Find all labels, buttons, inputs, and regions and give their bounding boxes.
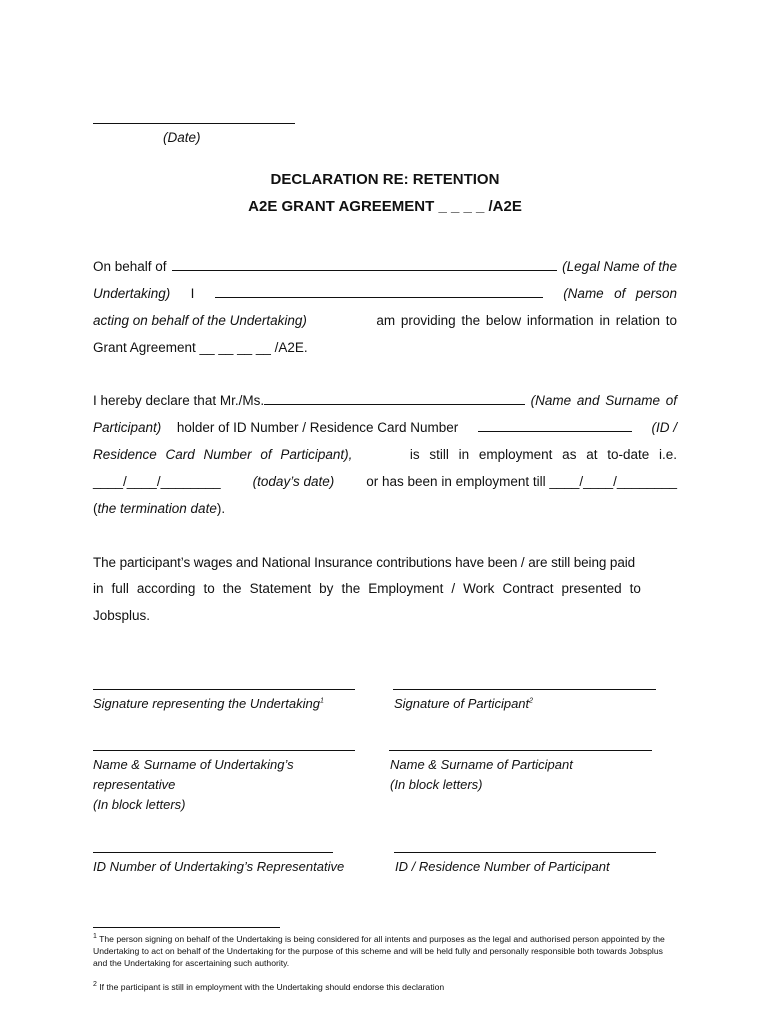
sig-undertaking-label	[93, 696, 324, 711]
id-number-blank[interactable]	[478, 420, 632, 432]
name-hint-1: (Name	[563, 286, 604, 301]
para3-line2	[93, 581, 677, 596]
declare-label: I hereby declare that Mr./Ms.	[93, 393, 265, 408]
legal-name-blank[interactable]	[172, 259, 558, 271]
para1-line2	[93, 286, 677, 301]
sig-undertaking-line[interactable]	[93, 689, 355, 690]
name-hint-2: of	[614, 286, 626, 301]
paren-close: ).	[216, 501, 226, 516]
name-part-label-1: Name & Surname of Participant	[390, 757, 573, 772]
para3-line3: Jobsplus.	[93, 608, 151, 623]
footnote-2-text: If the participant is still in employment with the Undertaking should endorse this declaration	[99, 982, 445, 992]
page-title: DECLARATION RE: RETENTION	[270, 171, 500, 188]
id-part-label: ID / Residence Number of Participant	[395, 859, 610, 874]
name-rep-label-1: Name & Surname of Undertaking’s	[93, 757, 294, 772]
page-subtitle: A2E GRANT AGREEMENT _ _ _ _ /A2E	[248, 198, 522, 215]
id-rep-label: ID Number of Undertaking’s Representative	[93, 859, 345, 874]
name-surname-hint: (Name and Surname of	[530, 393, 677, 408]
id-number-label: holder of ID Number / Residence Card Number	[176, 420, 459, 435]
id-part-line[interactable]	[394, 852, 656, 853]
para2-line2	[93, 420, 677, 435]
footnote-ref-1: 1	[319, 697, 324, 705]
name-part-label-2: (In block letters)	[390, 777, 483, 792]
legal-name-hint: (Legal Name of the	[562, 259, 677, 274]
date-line	[93, 123, 295, 124]
footnote-ref-2: 2	[529, 697, 534, 705]
para2-line3	[93, 447, 677, 462]
date-label: (Date)	[163, 130, 201, 145]
pronoun-i: I	[190, 286, 195, 301]
residence-card-hint: Residence Card Number of Participant),	[93, 447, 353, 462]
para2-line3-text: is still in employment as at to-date i.e.	[409, 447, 677, 462]
footnote-divider	[93, 927, 280, 928]
sig-participant-text: Signature of Participant	[394, 696, 530, 711]
person-name-blank[interactable]	[215, 286, 543, 298]
name-part-line[interactable]	[389, 750, 652, 751]
name-rep-line[interactable]	[93, 750, 355, 751]
footnote-1	[93, 933, 678, 969]
id-hint: (ID /	[651, 420, 677, 435]
para2-line5	[93, 501, 225, 516]
today-date-hint: (today’s date)	[252, 474, 335, 489]
sig-undertaking-text: Signature representing the Undertaking	[93, 696, 320, 711]
paren-open: (	[93, 501, 98, 516]
para3-line2-text: in full according to the Statement by the Employment / Work Contract presented to	[93, 581, 641, 596]
footnote-2-number: 2	[93, 981, 97, 989]
sig-participant-line[interactable]	[393, 689, 656, 690]
para3-line1	[93, 555, 677, 570]
termination-date-hint: the termination date	[97, 501, 217, 516]
on-behalf-label: On behalf of	[93, 259, 167, 274]
termination-date-text: or has been in employment till ____/____/________	[366, 474, 677, 489]
para1-line1	[93, 259, 677, 274]
id-rep-line[interactable]	[93, 852, 333, 853]
para2-line1	[93, 393, 677, 408]
name-hint-3: person	[635, 286, 677, 301]
footnote-1-number: 1	[93, 933, 97, 941]
acting-hint: acting on behalf of the Undertaking)	[93, 313, 307, 328]
para1-line3-text: am providing the below information in relation to	[376, 313, 677, 328]
name-rep-label-3: (In block letters)	[93, 797, 186, 812]
undertaking-hint: Undertaking)	[93, 286, 171, 301]
sig-participant-label	[394, 696, 533, 711]
footnote-2	[93, 981, 678, 993]
name-rep-label-2: representative	[93, 777, 176, 792]
para2-line4	[93, 474, 677, 489]
para1-line4: Grant Agreement __ __ __ __ /A2E.	[93, 340, 308, 355]
para3-line1-text: The participant’s wages and National Insurance contributions have been / are still being paid	[93, 555, 636, 570]
participant-hint: Participant)	[93, 420, 162, 435]
participant-name-blank[interactable]	[264, 393, 525, 405]
para1-line3	[93, 313, 677, 328]
footnote-1-text: The person signing on behalf of the Undertaking is being considered for all intents and purposes as the legal and authorised person appointed by the Undertaking to act on behalf of the Undertaking for the purpose of this scheme and will be held fully and personally responsible both towards Jobsplus and the Undertaking for ascertaining such authority.	[93, 934, 665, 968]
today-date-blank[interactable]: ____/____/________	[93, 474, 221, 489]
